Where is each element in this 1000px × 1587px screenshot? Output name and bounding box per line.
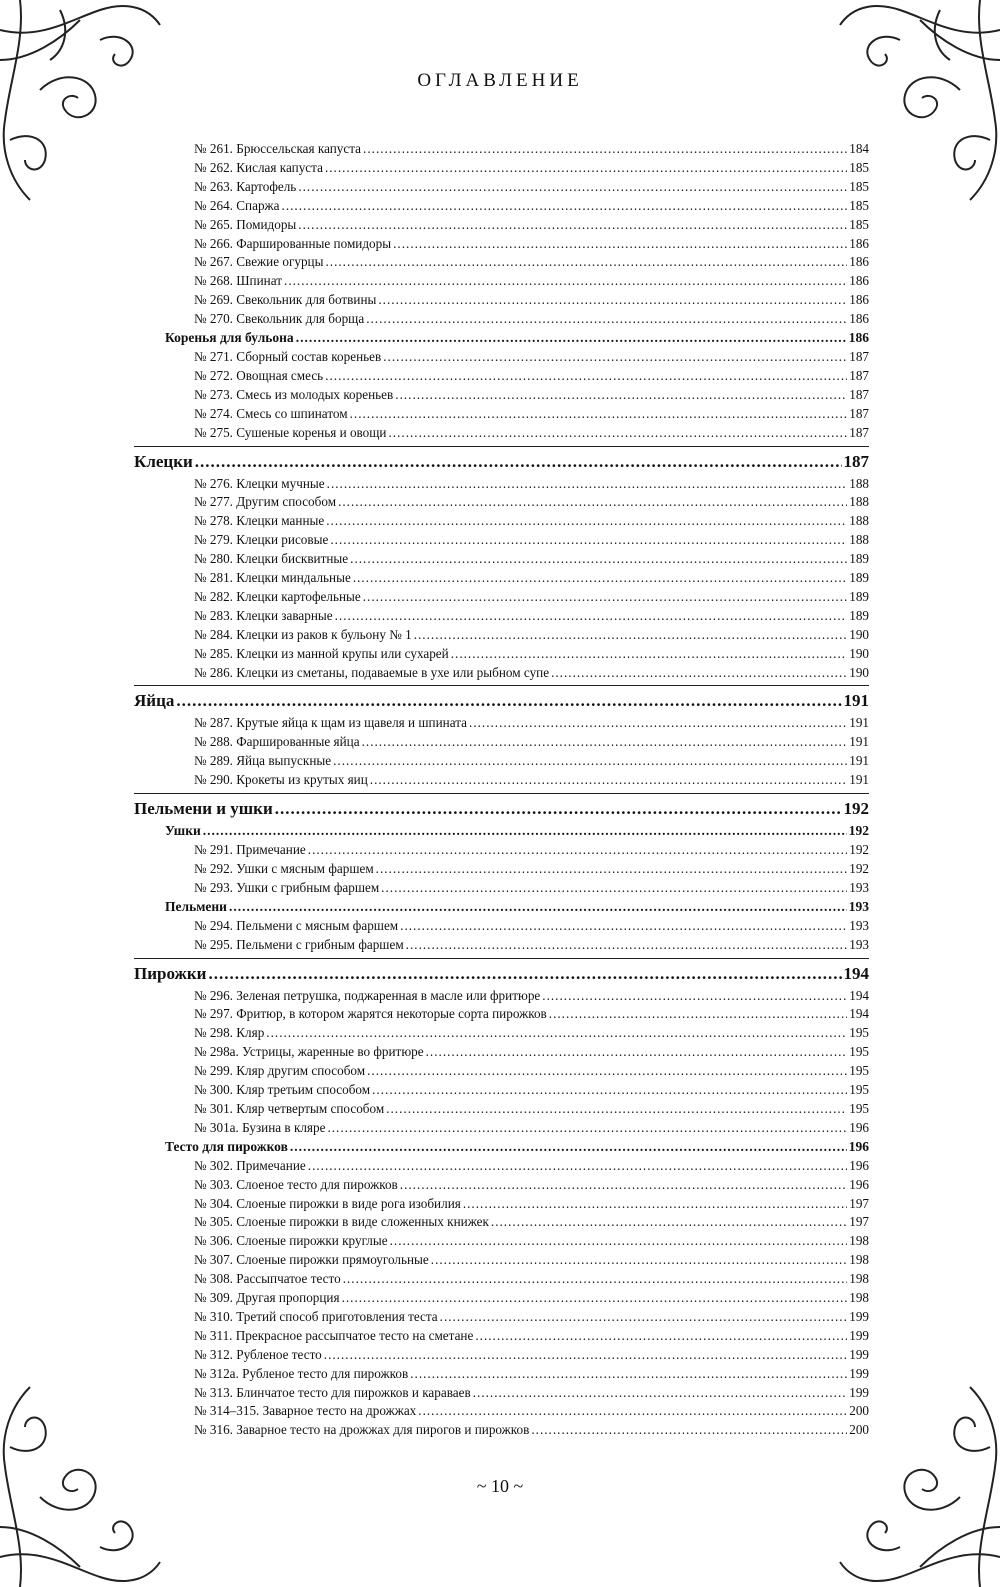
page-number: ~ 10 ~ (476, 1476, 524, 1496)
dot-leader (389, 425, 848, 441)
toc-entry-title: № 310. Третий способ приготовления теста (194, 1308, 438, 1324)
toc-entry-title: № 312. Рубленое тесто (194, 1346, 322, 1362)
dot-leader (350, 406, 848, 422)
dot-leader (343, 1271, 848, 1287)
toc-entry (194, 179, 869, 198)
toc-subsection (165, 823, 869, 842)
toc-subsection (165, 899, 869, 918)
dot-leader (325, 254, 847, 270)
toc-entry-page: 199 (849, 1346, 869, 1362)
toc-entry-page: 197 (849, 1214, 869, 1230)
toc-entry-title: № 262. Кислая капуста (194, 159, 323, 175)
toc-entry (194, 1158, 869, 1177)
toc-entry-page: 199 (849, 1365, 869, 1381)
toc-section (134, 452, 869, 476)
toc-entry-title: № 281. Клецки миндальные (194, 570, 351, 585)
toc-entry-page: 187 (849, 349, 869, 364)
toc-entry-title: № 296. Зеленая петрушка, поджаренная в масле или фритюре (194, 987, 541, 1003)
dot-leader (308, 842, 847, 858)
toc-entry-title: № 303. Слоеное тесто для пирожков (194, 1176, 398, 1192)
toc-entry-title: № 291. Примечание (194, 842, 306, 857)
dot-leader (324, 1347, 847, 1363)
toc-entry-title: № 268. Шпинат (194, 273, 283, 289)
toc-entry-page: 200 (849, 1403, 869, 1419)
toc-entry-page: 199 (849, 1384, 869, 1400)
dot-leader (298, 179, 847, 195)
toc-entry (194, 1309, 869, 1328)
toc-entry-page: 186 (848, 330, 869, 345)
dot-leader (275, 799, 842, 819)
toc-entry (194, 425, 869, 444)
toc-entry-page: 191 (849, 753, 869, 769)
toc-entry-page: 191 (849, 715, 869, 731)
toc-entry-title: № 298а. Устрицы, жаренные во фритюре (194, 1044, 424, 1060)
dot-leader (549, 1006, 847, 1022)
toc-entry-title: № 294. Пельмени с мясным фаршем (194, 917, 399, 933)
toc-entry (194, 1120, 869, 1139)
dot-leader (426, 1044, 848, 1060)
toc-entry-title: № 290. Крокеты из крутых яиц (194, 772, 368, 788)
toc-entry (194, 937, 869, 956)
toc-entry (194, 1233, 869, 1252)
toc-entry (194, 236, 869, 255)
toc-entry-title: № 264. Спаржа (194, 197, 280, 213)
toc-entry-page: 195 (849, 1082, 869, 1097)
toc-entry-title: Пельмени и ушки (134, 799, 273, 818)
dot-leader (266, 1025, 847, 1041)
dot-leader (338, 494, 847, 510)
dot-leader (410, 1366, 847, 1382)
dot-leader (298, 217, 847, 233)
toc-entry-title: № 302. Примечание (194, 1157, 306, 1173)
toc-entry-title: № 288. Фаршированные яйца (194, 734, 360, 750)
toc-entry-page: 193 (849, 936, 869, 952)
dot-leader (542, 988, 847, 1004)
toc-section (134, 691, 869, 715)
toc-entry-title: № 272. Овощная смесь (194, 367, 324, 383)
toc-entry-page: 190 (849, 626, 869, 642)
toc-entry-page: 186 (849, 235, 869, 251)
toc-entry-page: 188 (849, 475, 869, 491)
toc-entry-page: 187 (849, 405, 869, 421)
toc-entry-page: 184 (849, 141, 869, 156)
corner-ornament-bottom-right (790, 1377, 1000, 1587)
toc-entry (194, 273, 869, 292)
toc-entry-page: 195 (849, 1100, 869, 1116)
toc-entry (194, 513, 869, 532)
toc-entry-title: № 280. Клецки бисквитные (194, 551, 349, 567)
toc-entry-page: 196 (849, 1157, 869, 1173)
dot-leader (400, 918, 847, 934)
dot-leader (378, 292, 847, 308)
toc-entry (194, 1063, 869, 1082)
toc-entry (194, 842, 869, 861)
dot-leader (393, 236, 847, 252)
toc-entry (194, 198, 869, 217)
toc-entry-title: № 271. Сборный состав кореньев (194, 349, 382, 364)
toc-entry-page: 186 (849, 254, 869, 270)
toc-entry-title: № 292. Ушки с мясным фаршем (194, 860, 374, 876)
toc-entry (194, 1347, 869, 1366)
dot-leader (431, 1252, 847, 1268)
toc-entry (194, 1214, 869, 1233)
toc-entry-title: Тесто для пирожков (165, 1138, 288, 1154)
toc-entry-page: 198 (849, 1271, 869, 1287)
toc-entry (194, 1025, 869, 1044)
toc-entry-page: 187 (849, 386, 869, 402)
toc-entry (194, 570, 869, 589)
dot-leader (296, 330, 847, 346)
corner-ornament-top-left (0, 0, 210, 210)
toc-entry (194, 861, 869, 880)
dot-leader (326, 513, 847, 529)
toc-entry-page: 186 (849, 292, 869, 308)
toc-subsection (165, 330, 869, 349)
toc-entry-page: 185 (849, 178, 869, 194)
dot-leader (284, 273, 847, 289)
dot-leader (406, 937, 848, 953)
toc-entry-page: 192 (843, 799, 869, 818)
dot-leader (386, 1101, 847, 1117)
dot-leader (327, 476, 848, 492)
toc-entry-page: 188 (849, 532, 869, 548)
toc-entry (194, 292, 869, 311)
toc-entry (194, 217, 869, 236)
toc-entry (194, 476, 869, 495)
toc-entry-page: 189 (849, 551, 869, 567)
toc-entry-page: 200 (849, 1422, 869, 1438)
dot-leader (362, 734, 848, 750)
toc-entry (194, 715, 869, 734)
toc-entry (194, 918, 869, 937)
toc-entry-page: 194 (843, 963, 869, 983)
dot-leader (333, 753, 847, 769)
toc-entry-title: № 286. Клецки из сметаны, подаваемые в ухе или рыбном супе (194, 664, 550, 680)
toc-entry-title: № 275. Сушеные коренья и овощи (194, 424, 387, 440)
dot-leader (208, 964, 841, 984)
dot-leader (414, 627, 848, 643)
toc-entry-title: № 273. Смесь из молодых кореньев (194, 386, 394, 402)
toc-entry-page: 186 (849, 311, 869, 327)
toc-entry (194, 1403, 869, 1422)
toc-entry-title: № 306. Слоеные пирожки круглые (194, 1233, 388, 1249)
section-divider (134, 685, 869, 686)
dot-leader (551, 665, 847, 681)
toc-entry (194, 1422, 869, 1441)
dot-leader (353, 570, 847, 586)
toc-entry (194, 988, 869, 1007)
toc-entry-title: Пельмени (165, 898, 227, 914)
dot-leader (363, 141, 847, 157)
page-heading: ОГЛАВЛЕНИЕ (417, 70, 583, 91)
dot-leader (203, 823, 847, 839)
toc-entry-page: 193 (849, 917, 869, 933)
dot-leader (451, 646, 848, 662)
toc-entry-title: № 263. Картофель (194, 178, 297, 194)
toc-entry (194, 141, 869, 160)
toc-entry-page: 196 (848, 1138, 869, 1154)
toc-entry-title: № 313. Блинчатое тесто для пирожков и караваев (194, 1384, 471, 1400)
toc-entry-title: Коренья для бульона (165, 330, 294, 345)
toc-entry-page: 186 (849, 273, 869, 289)
toc-entry (194, 1196, 869, 1215)
toc-entry-title: Пирожки (134, 963, 207, 983)
toc-entry-page: 196 (849, 1176, 869, 1192)
dot-leader (229, 899, 847, 915)
toc-entry-page: 198 (849, 1252, 869, 1268)
dot-leader (395, 387, 847, 403)
toc-entry-title: № 267. Свежие огурцы (194, 254, 324, 270)
toc-entry-page: 189 (849, 588, 869, 604)
toc-entry-page: 187 (849, 424, 869, 440)
toc-section (134, 964, 869, 988)
toc-entry-page: 190 (849, 664, 869, 680)
dot-leader (463, 1196, 847, 1212)
dot-leader (469, 715, 847, 731)
toc-entry-page: 185 (849, 216, 869, 232)
toc-entry (194, 880, 869, 899)
toc-entry (194, 772, 869, 791)
toc-entry (194, 1006, 869, 1025)
toc-entry-title: № 265. Помидоры (194, 216, 297, 232)
toc-entry-page: 191 (849, 772, 869, 788)
toc-entry-title: № 311. Прекрасное рассыпчатое тесто на сметане (194, 1327, 474, 1343)
dot-leader (176, 691, 841, 711)
toc-entry-title: № 305. Слоеные пирожки в виде сложенных книжек (194, 1214, 489, 1230)
dot-leader (195, 452, 842, 472)
toc-entry (194, 1044, 869, 1063)
toc-entry-title: № 270. Свекольник для борща (194, 311, 365, 327)
toc-entry (194, 1290, 869, 1309)
dot-leader (370, 772, 847, 788)
section-divider (134, 446, 869, 447)
toc-entry-title: № 300. Кляр третьим способом (194, 1082, 371, 1097)
toc-entry-title: № 274. Смесь со шпинатом (194, 405, 348, 421)
toc-entry-page: 188 (849, 513, 869, 529)
toc-entry-page: 185 (849, 159, 869, 175)
toc-entry (194, 406, 869, 425)
toc-entry (194, 1252, 869, 1271)
toc-entry-title: № 297. Фритюр, в котором жарятся некоторые сорта пирожков (194, 1006, 547, 1022)
toc-entry-title: № 314–315. Заварное тесто на дрожжах (194, 1403, 417, 1419)
toc-entry (194, 1101, 869, 1120)
toc-entry-title: № 295. Пельмени с грибным фаршем (194, 936, 404, 952)
toc-entry-page: 185 (849, 197, 869, 213)
toc-entry (194, 532, 869, 551)
dot-leader (372, 1082, 847, 1098)
toc-entry (194, 494, 869, 513)
toc-entry-title: № 278. Клецки манные (194, 513, 325, 529)
toc-entry-page: 192 (848, 823, 869, 838)
toc-entry-title: № 307. Слоеные пирожки прямоугольные (194, 1252, 429, 1268)
toc-entry-page: 189 (849, 607, 869, 623)
toc-entry-title: № 266. Фаршированные помидоры (194, 235, 392, 251)
toc-entry-title: Яйца (134, 691, 175, 711)
toc-entry-title: № 301. Кляр четвертым способом (194, 1100, 385, 1116)
dot-leader (308, 1158, 847, 1174)
dot-leader (290, 1139, 847, 1155)
dot-leader (381, 880, 847, 896)
toc-entry (194, 254, 869, 273)
toc-entry (194, 368, 869, 387)
dot-leader (367, 1063, 847, 1079)
dot-leader (282, 198, 848, 214)
toc-entry-title: № 316. Заварное тесто на дрожжах для пирогов и пирожков (194, 1422, 530, 1438)
toc-entry (194, 160, 869, 179)
toc-subsection (165, 1139, 869, 1158)
section-divider (134, 958, 869, 959)
dot-leader (400, 1177, 847, 1193)
toc-entry-title: № 277. Другим способом (194, 494, 337, 510)
dot-leader (350, 551, 847, 567)
toc-entry (194, 1385, 869, 1404)
dot-leader (491, 1214, 847, 1230)
toc-entry (194, 646, 869, 665)
toc-entry-page: 187 (849, 367, 869, 383)
toc-entry-page: 195 (849, 1044, 869, 1060)
toc-entry (194, 311, 869, 330)
toc-entry-title: № 299. Кляр другим способом (194, 1063, 366, 1079)
dot-leader (342, 1290, 848, 1306)
toc-entry-page: 196 (849, 1119, 869, 1135)
toc-entry-title: № 276. Клецки мучные (194, 475, 325, 491)
toc-entry-page: 199 (849, 1308, 869, 1324)
toc-entry-page: 197 (849, 1195, 869, 1211)
dot-leader (383, 349, 847, 365)
toc-entry (194, 387, 869, 406)
toc-entry-page: 189 (849, 570, 869, 585)
toc-entry-title: Клецки (134, 451, 193, 471)
dot-leader (440, 1309, 848, 1325)
toc-entry (194, 349, 869, 368)
toc-entry (194, 551, 869, 570)
toc-entry (194, 665, 869, 684)
toc-entry-page: 198 (849, 1290, 869, 1305)
toc-entry-page: 193 (849, 879, 869, 895)
toc-entry-title: № 301а. Бузина в кляре (194, 1119, 326, 1135)
dot-leader (418, 1403, 847, 1419)
toc-entry (194, 1328, 869, 1347)
toc-entry-page: 194 (849, 987, 869, 1003)
toc-entry (194, 1271, 869, 1290)
toc-entry-page: 193 (848, 898, 869, 914)
toc-entry-title: № 261. Брюссельская капуста (194, 141, 362, 156)
toc-entry (194, 734, 869, 753)
corner-ornament-bottom-left (0, 1377, 210, 1587)
toc-entry-title: № 304. Слоеные пирожки в виде рога изобилия (194, 1195, 461, 1211)
toc-entry (194, 1082, 869, 1101)
toc-entry-page: 191 (849, 734, 869, 750)
toc-section (134, 799, 869, 823)
toc-entry-title: № 284. Клецки из раков к бульону № 1 (194, 626, 412, 642)
toc-entry (194, 608, 869, 627)
toc-entry-title: Ушки (165, 823, 201, 838)
toc-entry-title: № 312а. Рубленое тесто для пирожков (194, 1365, 409, 1381)
toc-entry-title: № 308. Рассыпчатое тесто (194, 1271, 341, 1287)
toc-entry-page: 192 (849, 842, 869, 857)
toc-entry-page: 199 (849, 1327, 869, 1343)
corner-ornament-top-right (790, 0, 1000, 210)
toc-entry-page: 192 (849, 860, 869, 876)
dot-leader (327, 1120, 847, 1136)
section-divider (134, 793, 869, 794)
toc-entry (194, 753, 869, 772)
toc-entry-page: 198 (849, 1233, 869, 1249)
toc-entry-page: 194 (849, 1006, 869, 1022)
toc-entry-page: 191 (843, 691, 869, 711)
toc-entry-page: 195 (849, 1063, 869, 1079)
toc-entry-title: № 293. Ушки с грибным фаршем (194, 879, 380, 895)
dot-leader (335, 608, 848, 624)
dot-leader (475, 1328, 847, 1344)
toc-entry (194, 627, 869, 646)
toc-entry-title: № 282. Клецки картофельные (194, 588, 361, 604)
dot-leader (325, 368, 847, 384)
toc-entry (194, 1177, 869, 1196)
toc-entry-title: № 283. Клецки заварные (194, 607, 333, 623)
dot-leader (390, 1233, 848, 1249)
toc-entry (194, 589, 869, 608)
toc-entry-title: № 298. Кляр (194, 1025, 265, 1041)
dot-leader (363, 589, 847, 605)
dot-leader (325, 160, 847, 176)
toc-entry-title: № 309. Другая пропорция (194, 1290, 340, 1305)
toc-entry (194, 1366, 869, 1385)
toc-entry-page: 188 (849, 494, 869, 510)
toc-entry-page: 187 (843, 451, 869, 471)
dot-leader (376, 861, 848, 877)
toc-entry-title: № 269. Свекольник для ботвины (194, 292, 377, 308)
toc-entry-title: № 287. Крутые яйца к щам из щавеля и шпината (194, 715, 468, 731)
toc-entry-title: № 279. Клецки рисовые (194, 532, 329, 548)
dot-leader (330, 532, 847, 548)
toc-entry-title: № 289. Яйца выпускные (194, 753, 332, 769)
dot-leader (366, 311, 847, 327)
toc-entry-title: № 285. Клецки из манной крупы или сухарей (194, 645, 449, 661)
toc-entry-page: 190 (849, 645, 869, 661)
toc-entry-page: 195 (849, 1025, 869, 1041)
